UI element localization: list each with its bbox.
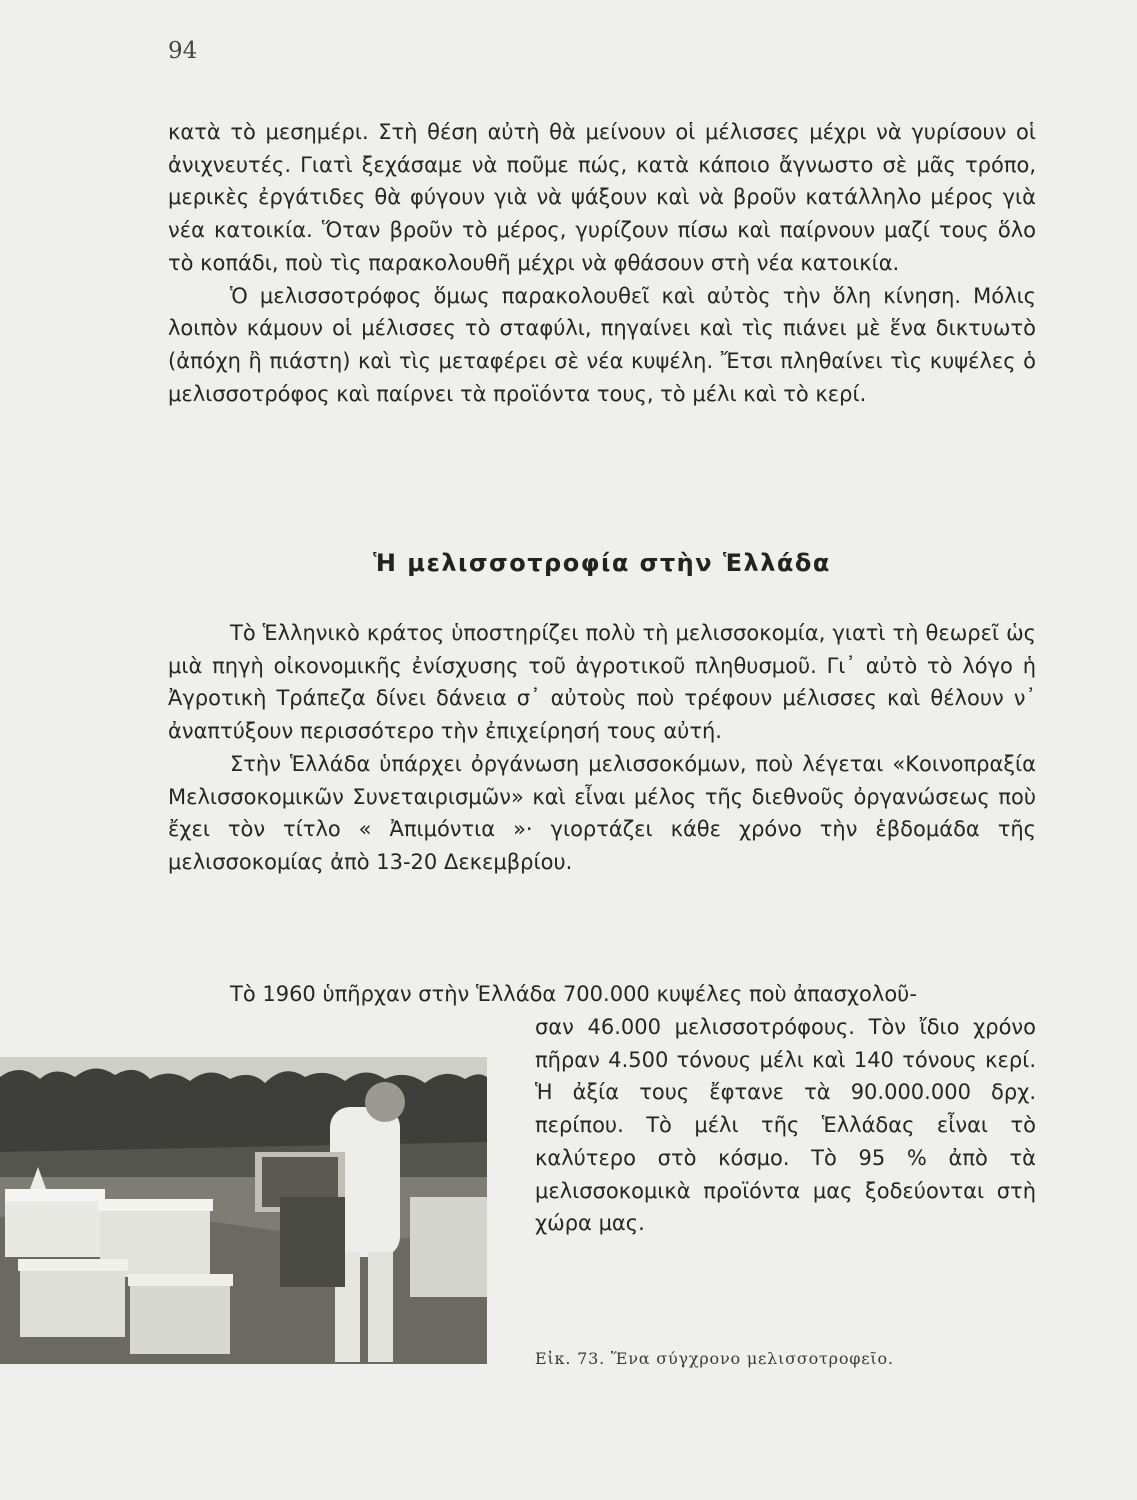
paragraph: Στὴν Ἑλλάδα ὑπάρχει ὀργάνωση μελισσοκόμων, ποὺ λέγεται «Κοινοπραξία Μελισσοκομικῶν Συνεταιρισμῶν» καὶ εἶναι μέλος τῆς διεθνοῦς ὀργανώσεως ποὺ ἔχει τὸν τίτλο « Ἀπιμόντια »· γιορτάζει κάθε χρόνο τὴν ἑβδομάδα τῆς μελισσοκομίας ἀπὸ 13-20 Δεκεμβρίου. <box>168 751 1036 874</box>
paragraph: Ὁ μελισσοτρόφος ὅμως παρακολουθεῖ καὶ αὐτὸς τὴν ὅλη κίνηση. Μόλις λοιπὸν κάμουν οἱ μέλισσες τὸ σταφύλι, πηγαίνει καὶ τὶς πιάνει μὲ ἕνα δικτυωτὸ (ἀπόχη ἢ πιάστη) καὶ τὶς μεταφέρει σὲ νέα κυψέλη. Ἔτσι πληθαίνει τὶς κυψέλες ὁ μελισσοτρόφος καὶ παίρνει τὰ προϊόντα τους, τὸ μέλι καὶ τὸ κερί. <box>168 283 1036 406</box>
paragraph: Τὸ Ἑλληνικὸ κράτος ὑποστηρίζει πολὺ τὴ μελισσοκομία, γιατὶ τὴ θεωρεῖ ὡς μιὰ πηγὴ οἰκονομικῆς ἐνίσχυσης τοῦ ἀγροτικοῦ πληθυσμοῦ. Γι᾽ αὐτὸ τὸ λόγο ἡ Ἀγροτικὴ Τράπεζα δίνει δάνεια σ᾽ αὐτοὺς ποὺ τρέφουν μέλισσες καὶ θέλουν ν᾽ ἀναπτύξουν περισσότερο τὴν ἐπιχείρησή τους αὐτή. <box>168 621 1036 744</box>
intro-text <box>168 116 1036 410</box>
section-text <box>168 617 1036 879</box>
page-number: 94 <box>168 38 198 64</box>
paragraph-1960-wrapped: σαν 46.000 μελισσοτρόφους. Τὸν ἴδιο χρόνο πῆραν 4.500 τόνους μέλι καὶ 140 τόνους κερί. Ἡ ἀξία τους ἔφτανε τὰ 90.000.000 δρχ. περίπου. Τὸ μέλι τῆς Ἑλλάδας εἶναι τὸ καλύτερο στὸ κόσμο. Τὸ 95 % ἀπὸ τὰ μελισσοκομικὰ προϊόντα μας ξοδεύονται στὴ χώρα μας. <box>535 1015 1036 1236</box>
paragraph: κατὰ τὸ μεσημέρι. Στὴ θέση αὐτὴ θὰ μείνουν οἱ μέλισσες μέχρι νὰ γυρίσουν οἱ ἀνιχνευτές. Γιατὶ ξεχάσαμε νὰ ποῦμε πώς, κατὰ κάποιο ἄγνωστο σὲ μᾶς τρόπο, μερικὲς ἐργάτιδες θὰ φύγουν γιὰ νὰ ψάξουν καὶ νὰ βροῦν κατάλληλο μέρος γιὰ νέα κατοικία. Ὅταν βροῦν τὸ μέρος, γυρίζουν πίσω καὶ παίρνουν μαζί τους ὅλο τὸ κοπάδι, ποὺ τὶς παρακολουθῆ μέχρι νὰ φθάσουν στὴ νέα κατοικία. <box>168 120 1036 275</box>
section-heading: Ἡ μελισσοτροφία στὴν Ἑλλάδα <box>373 549 831 577</box>
paragraph-1960-first-line: Τὸ 1960 ὑπῆρχαν στὴν Ἑλλάδα 700.000 κυψέλες ποὺ ἀπασχολοῦ- <box>230 982 917 1006</box>
apiary-photo <box>0 1057 487 1364</box>
figure-caption: Εἰκ. 73. Ἕνα σύγχρονο μελισσοτροφεῖο. <box>535 1349 894 1368</box>
